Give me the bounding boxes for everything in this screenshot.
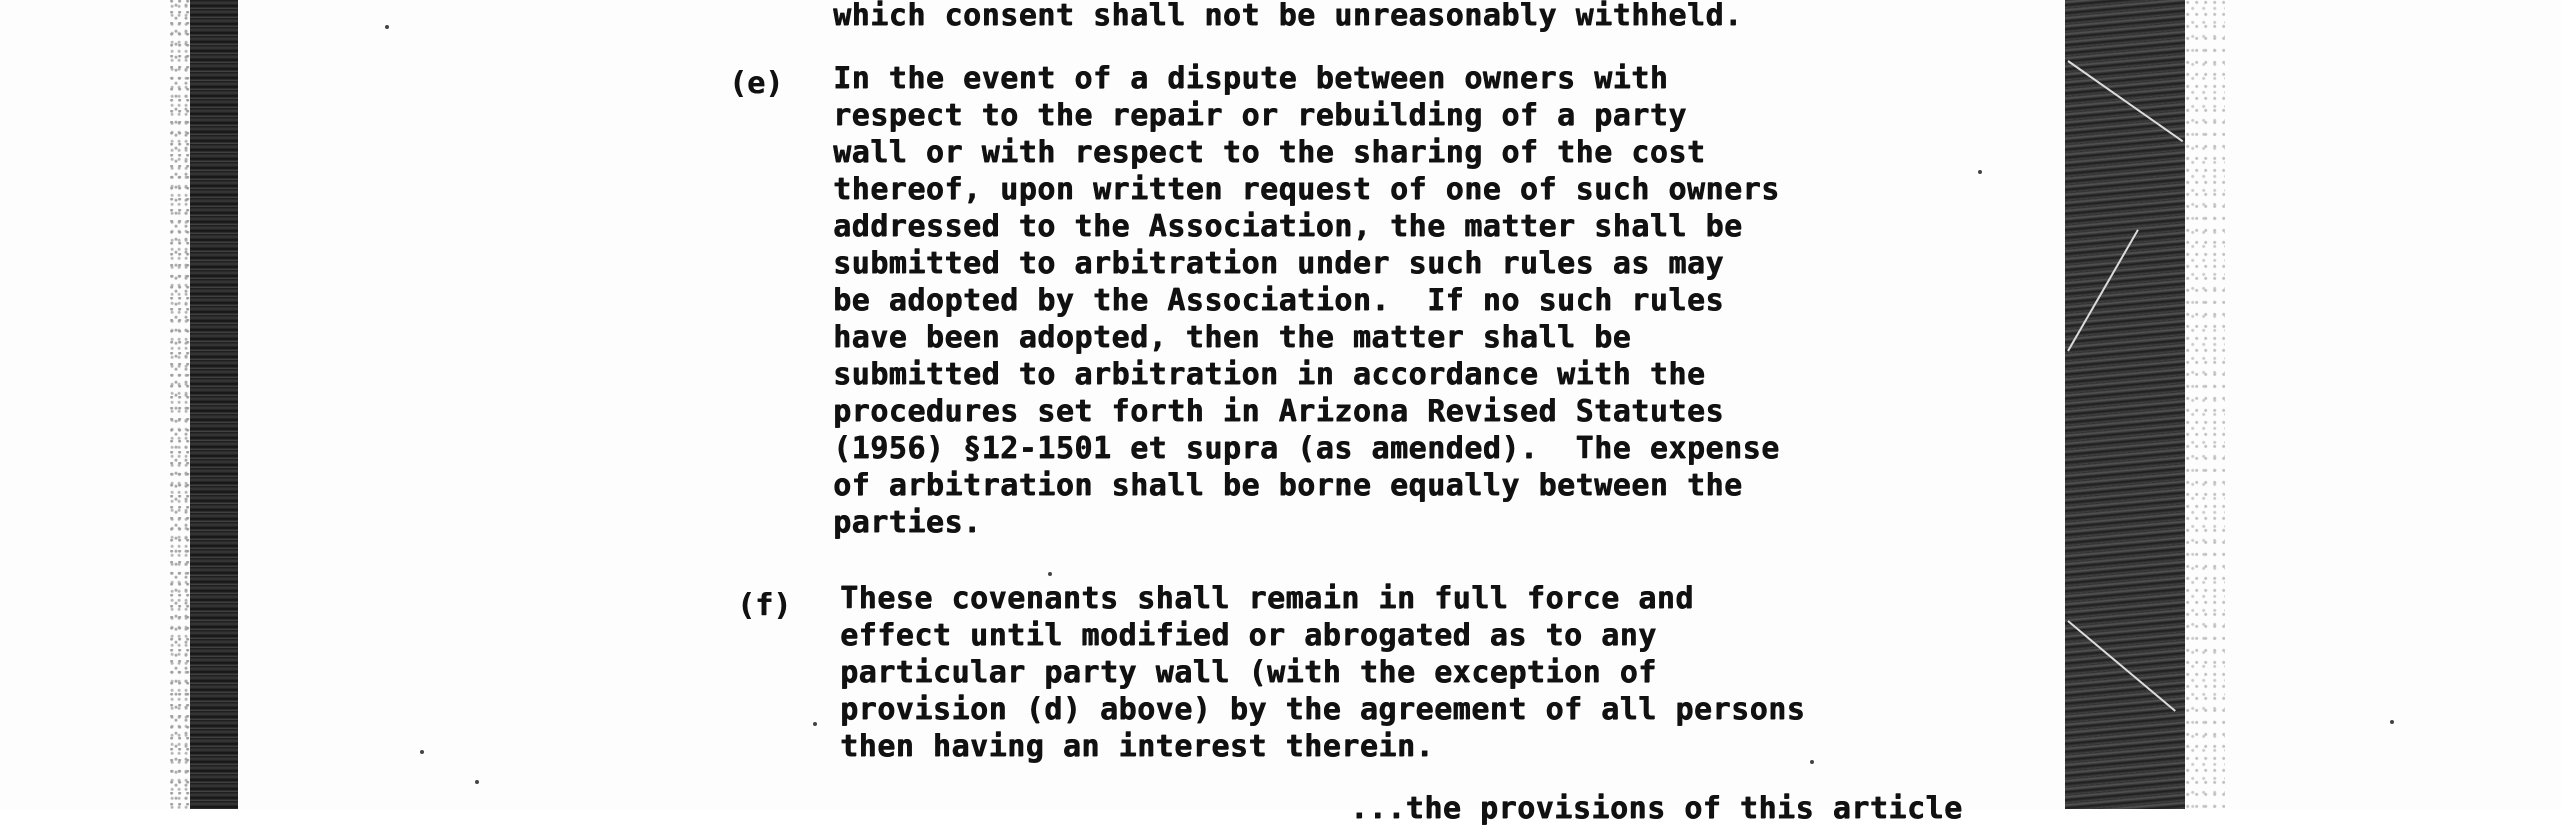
clause-e-line: In the event of a dispute between owners with (833, 61, 1669, 96)
top-text-line: which consent shall not be unreasonably withheld. (833, 0, 1743, 33)
scan-speck (1810, 760, 1814, 764)
clause-f-line: then having an interest therein. (840, 729, 1434, 764)
clause-f-label: (f) (737, 588, 792, 623)
clause-e-line: submitted to arbitration under such rules as may (833, 246, 1724, 281)
clause-e-line: parties. (833, 505, 982, 540)
scan-speck (475, 780, 479, 784)
clause-e-line: submitted to arbitration in accordance with the (833, 357, 1706, 392)
clause-e-line: of arbitration shall be borne equally between the (833, 468, 1743, 503)
clause-e-line: wall or with respect to the sharing of the cost (833, 135, 1706, 170)
clause-e-label: (e) (729, 66, 784, 101)
right-scan-speckle (2185, 0, 2225, 809)
clause-e-line: thereof, upon written request of one of such owners (833, 172, 1780, 207)
scan-speck (2390, 720, 2394, 724)
left-scan-edge (190, 0, 238, 809)
clause-f-line: These covenants shall remain in full force and (840, 581, 1694, 616)
clause-e-line: procedures set forth in Arizona Revised Statutes (833, 394, 1724, 429)
scan-speck (1048, 572, 1052, 576)
bottom-partial-line: ...the provisions of this article (1350, 791, 1963, 826)
scan-speck (1978, 170, 1982, 174)
clause-e-line: respect to the repair or rebuilding of a party (833, 98, 1687, 133)
scan-speck (385, 25, 389, 29)
clause-e-line: have been adopted, then the matter shall be (833, 320, 1632, 355)
clause-f-line: effect until modified or abrogated as to any (840, 618, 1657, 653)
clause-f-line: particular party wall (with the exception of (840, 655, 1657, 690)
right-scan-edge (2065, 0, 2185, 809)
clause-e-line: (1956) §12-1501 et supra (as amended). The expense (833, 431, 1780, 466)
clause-e-line: addressed to the Association, the matter shall be (833, 209, 1743, 244)
clause-f-line: provision (d) above) by the agreement of all persons (840, 692, 1806, 727)
clause-e-line: be adopted by the Association. If no such rules (833, 283, 1724, 318)
scan-speck (813, 722, 817, 726)
scan-speck (420, 750, 424, 754)
